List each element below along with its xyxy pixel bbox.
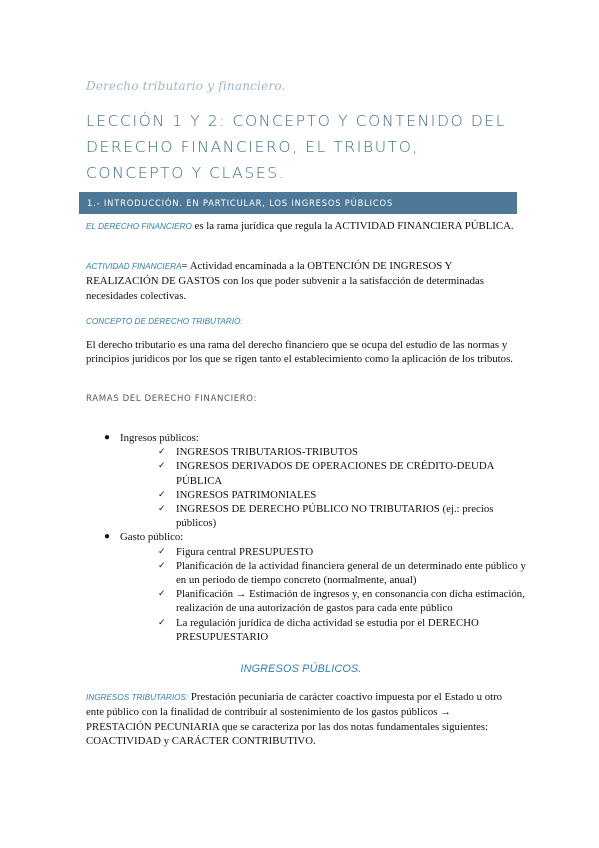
check-mark-icon: ✓	[158, 546, 166, 557]
check-mark-icon: ✓	[158, 489, 166, 500]
sub-list-item	[158, 459, 526, 487]
term-label: EL DERECHO FINANCIERO	[86, 222, 192, 231]
sub-list-item	[158, 587, 526, 615]
sub-list-item	[158, 616, 526, 644]
definition-actividad-financiera	[86, 259, 516, 303]
check-mark-icon: ✓	[158, 617, 166, 628]
sub-list-item-text: Planificación de la actividad financiera general de un determinado ente público y en un periodo de tiempo concreto (normalmente, anual)	[176, 559, 526, 587]
branches-list	[86, 431, 526, 644]
sub-list-item	[158, 502, 526, 530]
check-mark-icon: ✓	[158, 560, 166, 571]
bullet-dot-icon: ●	[104, 432, 111, 443]
list-item-label: Gasto público:	[120, 531, 184, 544]
sub-list-item-text: INGRESOS TRIBUTARIOS-TRIBUTOS	[176, 446, 359, 459]
term-label: INGRESOS TRIBUTARIOS:	[86, 693, 189, 702]
lesson-title: LECCIÓN 1 Y 2: CONCEPTO Y CONTENIDO DEL DERECHO FINANCIERO, EL TRIBUTO, CONCEPTO Y CLASES.	[86, 112, 507, 182]
branches-heading: RAMAS DEL DERECHO FINANCIERO:	[86, 394, 258, 404]
definition-text: = Actividad encaminada a la OBTENCIÓN DE INGRESOS Y REALIZACIÓN DE GASTOS con los que poder subvenir a la satisfacción de determinadas necesidades colectivas.	[86, 260, 484, 302]
sub-list-item-text: INGRESOS DERIVADOS DE OPERACIONES DE CRÉDITO-DEUDA PÚBLICA	[176, 460, 494, 487]
ingresos-tributarios-paragraph	[86, 690, 516, 749]
list-item-gasto	[86, 530, 526, 644]
check-mark-icon: ✓	[158, 589, 166, 600]
sub-list-item-text: Planificación → Estimación de ingresos y, en consonancia con dicha estimación, realización de una autorización de gastos para cada ente público	[176, 588, 525, 615]
check-mark-icon: ✓	[158, 461, 166, 472]
bullet-dot-icon: ●	[104, 531, 111, 543]
sub-list-item-text: La regulación jurídica de dicha actividad se estudia por el DERECHO PRESUPUESTARIO	[176, 616, 479, 643]
check-mark-icon: ✓	[158, 504, 166, 515]
sub-list-item-text: INGRESOS PATRIMONIALES	[176, 488, 317, 501]
definition-text: es la rama jurídica que regula la ACTIVIDAD FINANCIERA PÚBLICA.	[191, 220, 514, 232]
sub-list-item-text: Figura central PRESUPUESTO	[176, 545, 314, 558]
sub-list-item	[158, 445, 526, 459]
list-item-label: Ingresos públicos:	[120, 432, 199, 444]
sub-list-item-text: INGRESOS DE DERECHO PÚBLICO NO TRIBUTARIOS (ej.: precios públicos)	[176, 503, 494, 530]
term-label: ACTIVIDAD FINANCIERA	[86, 262, 182, 271]
check-mark-icon: ✓	[158, 447, 166, 458]
concept-heading	[86, 314, 516, 329]
sub-list-item	[158, 488, 526, 502]
course-title: Derecho tributario y financiero.	[86, 79, 286, 93]
sub-list-item	[158, 559, 526, 587]
concept-paragraph: El derecho tributario es una rama del derecho financiero que se ocupa del estudio de las normas y principios jurídicos por los que se rigen tanto el establecimiento como la aplicación de los tributos.	[86, 339, 513, 366]
ingresos-heading: INGRESOS PÚBLICOS.	[240, 663, 362, 675]
paragraph-text: Prestación pecuniaria de carácter coactivo impuesta por el Estado u otro ente público con la finalidad de contribuir al sostenimiento de los gastos públicos → PRESTACIÓN PECUNIARIA que se caracteriza por las dos notas fundamentales siguientes: COACTIVIDAD y CARÁCTER CONTRIBUTIVO.	[86, 691, 503, 748]
section-heading-bar: 1.- INTRODUCCIÓN. EN PARTICULAR, LOS INGRESOS PÚBLICOS	[79, 192, 517, 214]
sub-list-item	[158, 545, 526, 559]
definition-derecho-financiero	[86, 219, 516, 234]
list-item-ingresos	[86, 431, 526, 530]
term-label: CONCEPTO DE DERECHO TRIBUTARIO:	[86, 317, 243, 326]
